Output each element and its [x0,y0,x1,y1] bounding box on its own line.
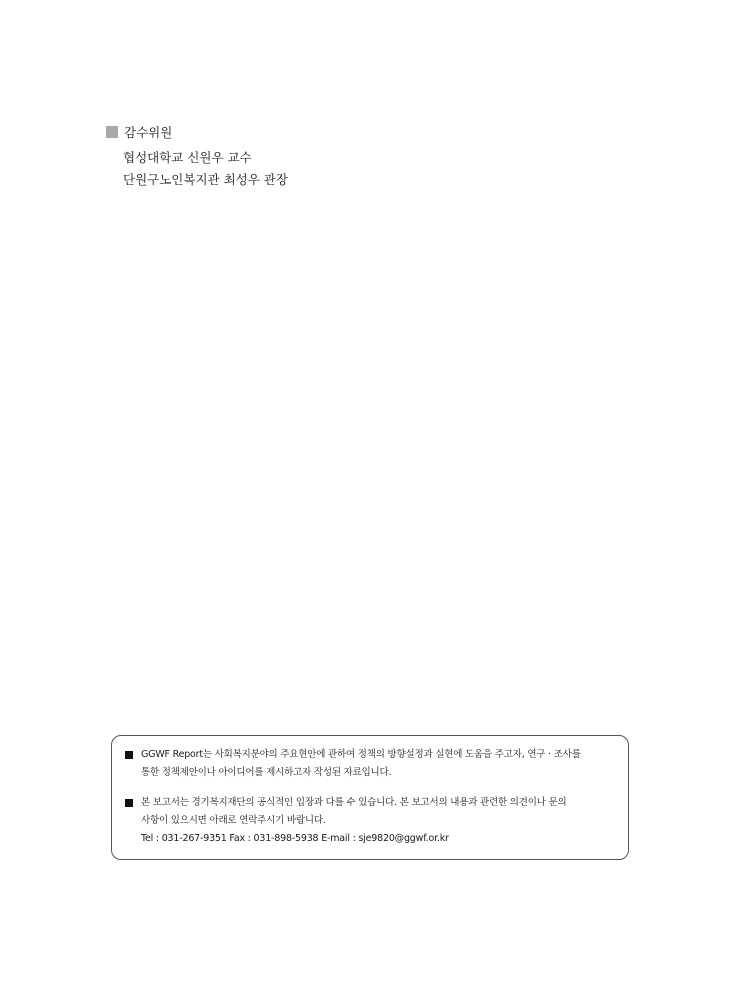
black-square-bullet-icon [125,799,133,807]
square-bullet-icon [106,126,118,138]
notice-item-disclaimer [125,794,619,848]
notice-text-line: 통한 정책제안이나 아이디어를 제시하고자 작성된 자료입니다. [141,767,392,778]
supervisors-title: 감수위원 [124,125,173,140]
report-notice-box [111,735,629,860]
supervisor-item: 단원구노인복지관 최성우 관장 [123,172,288,187]
supervisor-item: 협성대학교 신원우 교수 [123,150,252,165]
notice-text-line: GGWF Report는 사회복지분야의 주요현안에 관하여 정책의 방향설정과 실현에 도움을 주고자, 연구 · 조사를 [141,749,581,760]
notice-text-line: 사항이 있으시면 아래로 연락주시기 바랍니다. [141,815,326,826]
notice-text-line: 본 보고서는 경기복지재단의 공식적인 입장과 다를 수 있습니다. 본 보고서의 내용과 관련한 의견이나 문의 [141,797,567,808]
supervisors-section [106,123,288,191]
supervisors-list [106,147,288,191]
notice-item-purpose [125,746,619,782]
contact-info: Tel : 031-267-9351 Fax : 031-898-5938 E-mail : sje9820@ggwf.or.kr [141,833,449,844]
supervisors-heading [106,123,288,141]
black-square-bullet-icon [125,751,133,759]
